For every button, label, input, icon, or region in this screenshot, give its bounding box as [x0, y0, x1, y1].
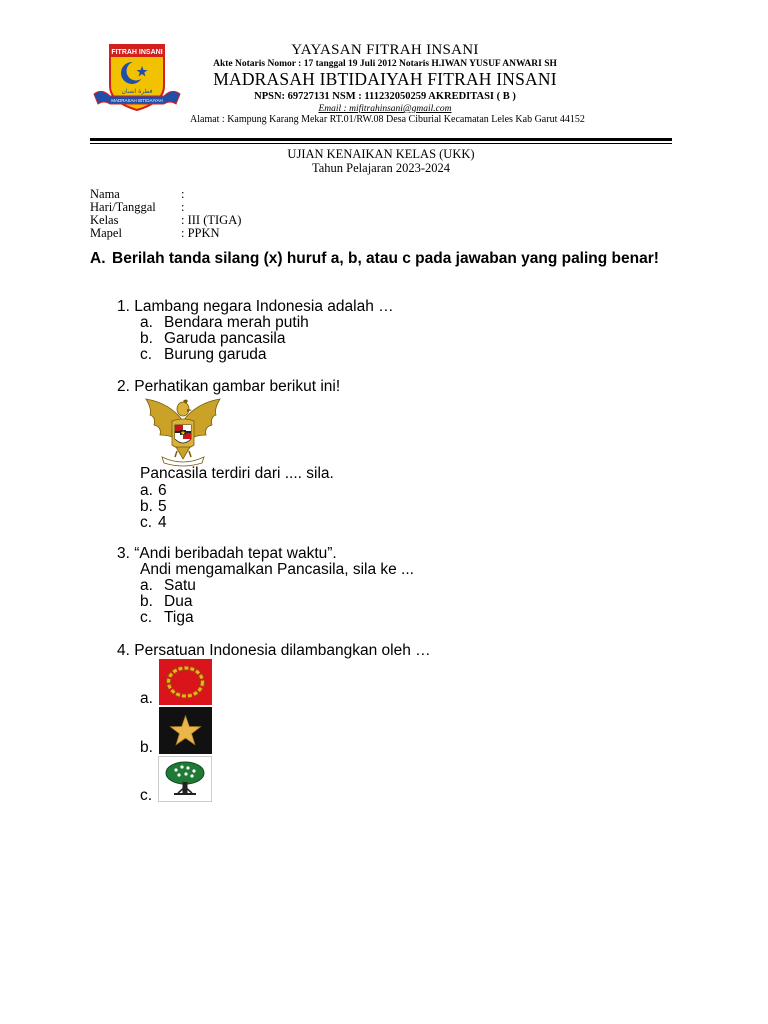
option-letter: b. [140, 739, 153, 756]
option-letter: a. [140, 482, 153, 499]
logo-script: فطرة انسان [121, 88, 153, 95]
school-logo [92, 42, 182, 114]
question-4-option-a[interactable] [140, 690, 153, 708]
identity-value-class: : III (TIGA) [181, 213, 242, 227]
question-4-text: 4. Persatuan Indonesia dilambangkan oleh … [117, 642, 431, 659]
identity-label-class: Kelas [90, 213, 119, 227]
question-2-option-c[interactable] [140, 514, 167, 532]
exam-year: Tahun Pelajaran 2023-2024 [312, 161, 450, 175]
option-letter: c. [140, 514, 153, 531]
address: Alamat : Kampung Karang Mekar RT.01/RW.08 Desa Ciburial Kecamatan Leles Kab Garut 44152 [190, 114, 585, 125]
option-letter: b. [140, 330, 153, 347]
option-text: Burung garuda [164, 346, 267, 363]
option-text: Satu [164, 577, 196, 594]
npsn-info: NPSN: 69727131 NSM : 111232050259 AKREDITASI ( B ) [254, 91, 516, 102]
school-name: MADRASAH IBTIDAIYAH FITRAH INSANI [213, 69, 557, 89]
star-symbol-icon [159, 707, 212, 759]
question-2-text: 2. Perhatikan gambar berikut ini! [117, 378, 341, 395]
logo-label: FITRAH INSANI [111, 49, 163, 56]
question-1-option-c[interactable] [140, 346, 267, 364]
option-letter: a. [140, 577, 153, 594]
instruction-text: Berilah tanda silang (x) huruf a, b, atau c pada jawaban yang paling benar! [112, 250, 659, 267]
question-4-option-b[interactable] [140, 739, 153, 757]
option-text: 4 [158, 514, 167, 531]
option-text: Tiga [164, 609, 194, 626]
chain-symbol-icon [159, 659, 212, 710]
section-number: A. [90, 250, 106, 267]
exam-title: UJIAN KENAIKAN KELAS (UKK) [287, 147, 475, 161]
identity-value-name: : [181, 187, 185, 201]
garuda-pancasila-icon [142, 395, 224, 472]
option-text: Bendara merah putih [164, 314, 309, 331]
option-letter: a. [140, 690, 153, 707]
question-3-text: 3. “Andi beribadah tepat waktu”. [117, 545, 337, 562]
option-letter: c. [140, 787, 153, 804]
foundation-name: YAYASAN FITRAH INSANI [291, 42, 479, 58]
option-letter: b. [140, 593, 153, 610]
question-3-option-c[interactable] [140, 609, 194, 627]
header-divider-thin [90, 143, 672, 144]
option-text: Dua [164, 593, 193, 610]
email-link[interactable]: Email : mifitrahinsani@gmail.com [318, 104, 452, 114]
notary-info: Akte Notaris Nomor : 17 tanggal 19 Juli 2012 Notaris H.IWAN YUSUF ANWARI SH [213, 59, 557, 69]
identity-value-subject: : PPKN [181, 226, 220, 240]
identity-value-date: : [181, 200, 185, 214]
option-text: 5 [158, 498, 167, 515]
option-letter: b. [140, 498, 153, 515]
section-instruction [90, 250, 690, 268]
logo-banner: MADRASAH IBTIDAIYAH [111, 98, 163, 103]
header-divider-thick [90, 138, 672, 141]
option-letter: c. [140, 346, 153, 363]
question-2-prompt: Pancasila terdiri dari .... sila. [140, 465, 334, 482]
banyan-tree-symbol-icon [158, 756, 212, 807]
option-text: 6 [158, 482, 167, 499]
option-text: Garuda pancasila [164, 330, 286, 347]
option-letter: c. [140, 609, 153, 626]
option-letter: a. [140, 314, 153, 331]
question-3-prompt: Andi mengamalkan Pancasila, sila ke ... [140, 561, 414, 578]
question-4-option-c[interactable] [140, 787, 152, 805]
question-1-text: 1. Lambang negara Indonesia adalah … [117, 298, 394, 315]
identity-label-name: Nama [90, 187, 120, 201]
identity-label-subject: Mapel [90, 226, 122, 240]
identity-label-date: Hari/Tanggal [90, 200, 156, 214]
